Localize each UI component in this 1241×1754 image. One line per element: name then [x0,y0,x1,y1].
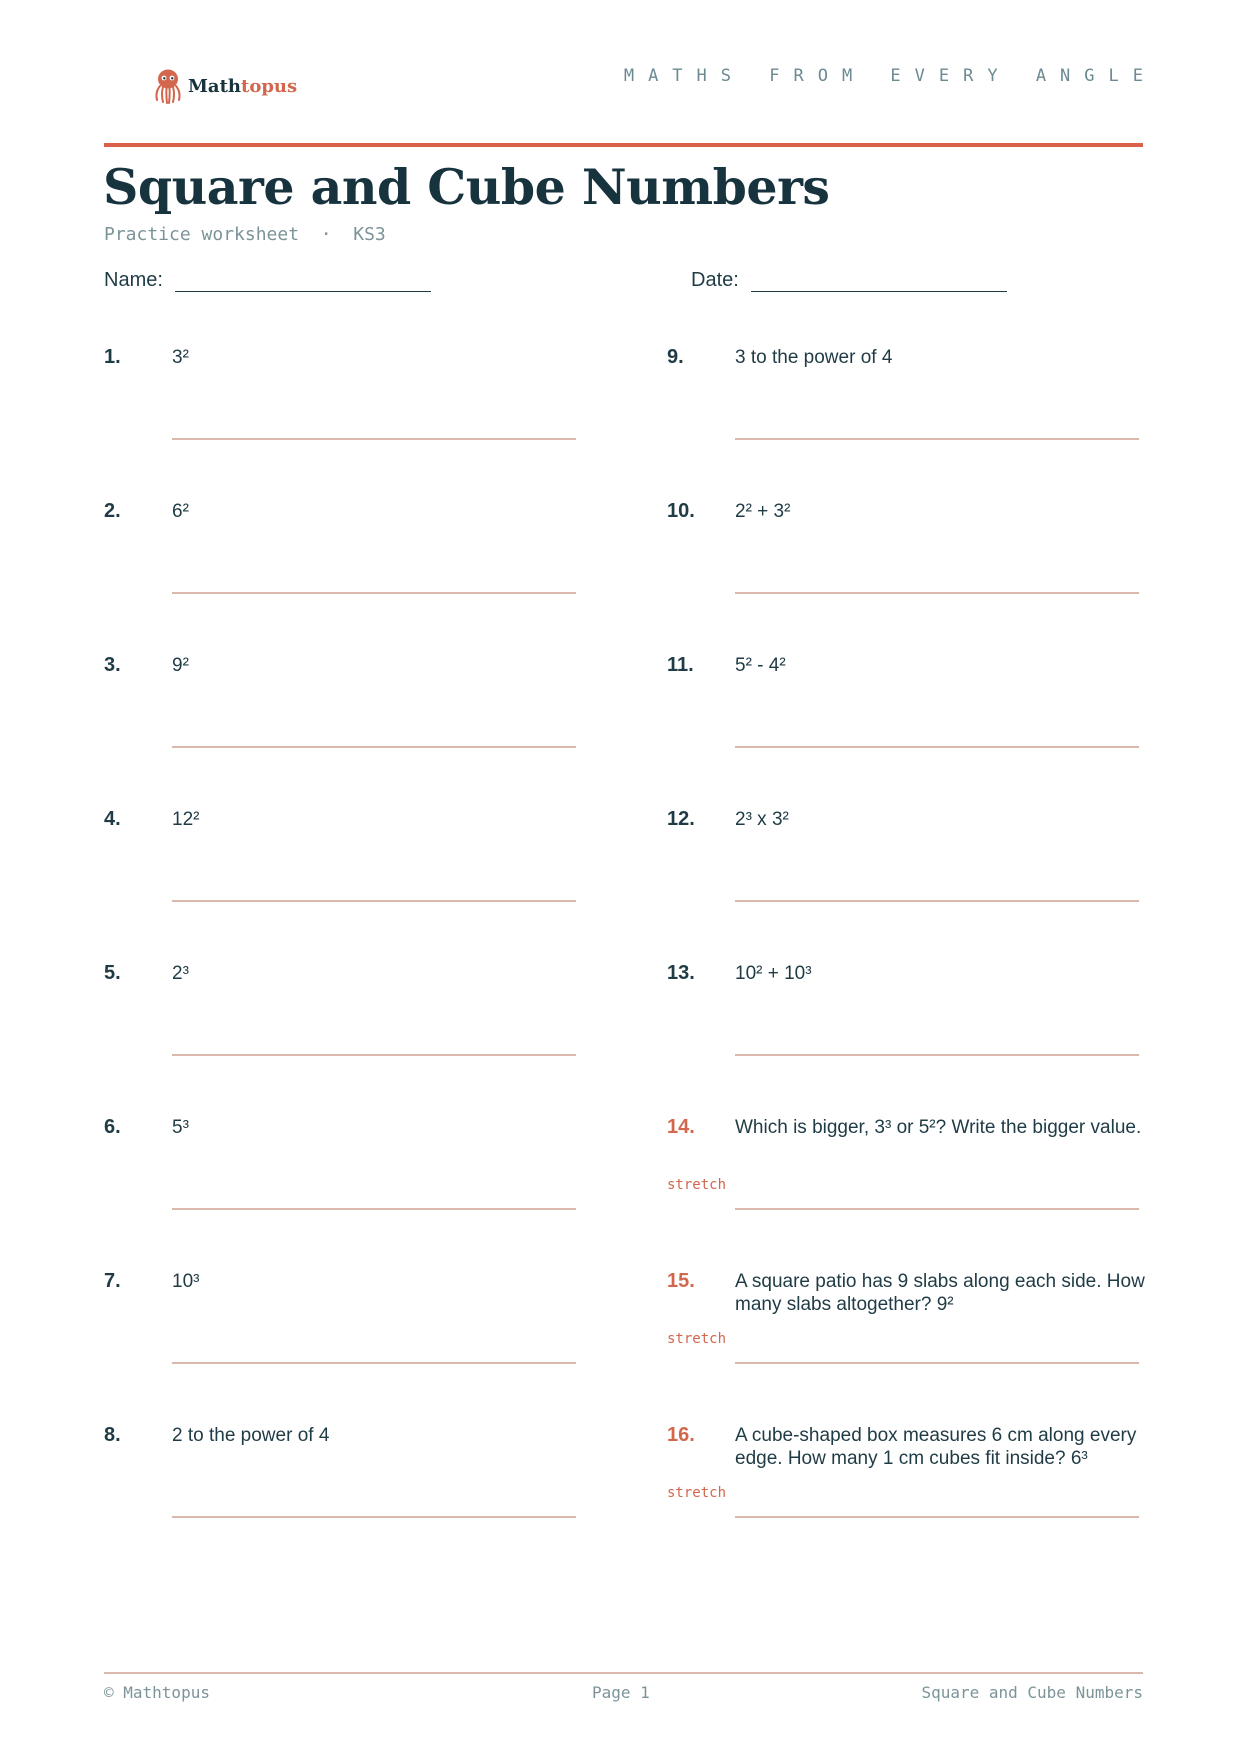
question-item [104,1270,624,1390]
question-item [104,1116,624,1236]
worksheet-subtitle: Practice worksheet · KS3 [104,224,386,245]
question-number: 11. [667,654,694,676]
header-divider [104,143,1143,147]
question-text: A cube-shaped box measures 6 cm along every edge. How many 1 cm cubes fit inside? 6³ [735,1425,1137,1469]
question-text: A square patio has 9 slabs along each side. How many slabs altogether? 9² [735,1271,1145,1315]
answer-line[interactable] [735,1362,1139,1364]
date-blank[interactable] [751,273,1007,292]
name-blank[interactable] [175,273,431,292]
question-text: 3² [172,347,189,368]
question-item [667,1424,1187,1544]
question-number: 13. [667,962,695,984]
octopus-icon [152,68,184,104]
answer-line[interactable] [172,1054,576,1056]
answer-line[interactable] [172,1208,576,1210]
answer-line[interactable] [172,900,576,902]
answer-line[interactable] [172,746,576,748]
date-field[interactable] [691,269,1007,292]
question-text: 10² + 10³ [735,963,812,984]
question-number: 8. [104,1424,121,1446]
question-text: 5³ [172,1117,189,1138]
question-number: 12. [667,808,695,830]
question-text: 2² + 3² [735,501,791,522]
question-item [104,346,624,466]
brand-name-part1: Math [188,75,241,97]
question-number: 15. [667,1270,695,1292]
question-text: 3 to the power of 4 [735,347,893,368]
question-text: 10³ [172,1271,200,1292]
answer-line[interactable] [172,438,576,440]
question-item [667,500,1187,620]
question-text: 6² [172,501,189,522]
stretch-tag: stretch [667,1331,727,1347]
brand-logo [152,68,297,104]
question-item [104,654,624,774]
question-number: 5. [104,962,121,984]
answer-line[interactable] [172,1362,576,1364]
stretch-tag: stretch [667,1177,727,1193]
footer-copyright: © Mathtopus [104,1683,210,1702]
question-number: 2. [104,500,121,522]
question-number: 10. [667,500,695,522]
question-item [667,654,1187,774]
footer-title: Square and Cube Numbers [921,1683,1143,1702]
question-number: 6. [104,1116,121,1138]
question-text: 5² - 4² [735,655,786,676]
answer-line[interactable] [735,1208,1139,1210]
worksheet-title: Square and Cube Numbers [103,158,830,216]
question-item [104,500,624,620]
answer-line[interactable] [735,438,1139,440]
question-item [667,962,1187,1082]
brand-name [188,76,297,97]
answer-line[interactable] [735,1054,1139,1056]
footer-page-number: Page 1 [592,1683,650,1702]
question-number: 16. [667,1424,695,1446]
question-text: Which is bigger, 3³ or 5²? Write the bigger value. [735,1117,1142,1138]
question-text: 2 to the power of 4 [172,1425,330,1446]
footer-divider [104,1672,1143,1674]
question-item [104,808,624,928]
name-field[interactable] [104,269,431,292]
question-text: 9² [172,655,189,676]
answer-line[interactable] [735,900,1139,902]
answer-line[interactable] [735,1516,1139,1518]
question-number: 4. [104,808,121,830]
question-number: 1. [104,346,121,368]
question-item [104,1424,624,1544]
date-label: Date: [691,269,739,291]
question-text: 2³ x 3² [735,809,789,830]
stretch-tag: stretch [667,1485,727,1501]
answer-line[interactable] [172,1516,576,1518]
answer-line[interactable] [735,746,1139,748]
question-item [667,808,1187,928]
question-number: 14. [667,1116,695,1138]
question-item [667,346,1187,466]
brand-tagline: MATHS FROM EVERY ANGLE [623,66,1157,86]
answer-line[interactable] [172,592,576,594]
question-text: 2³ [172,963,189,984]
answer-line[interactable] [735,592,1139,594]
question-number: 3. [104,654,121,676]
question-item [667,1116,1187,1236]
name-label: Name: [104,269,163,291]
question-item [667,1270,1187,1390]
question-text: 12² [172,809,200,830]
question-item [104,962,624,1082]
question-number: 9. [667,346,684,368]
question-number: 7. [104,1270,121,1292]
brand-name-part2: topus [241,75,298,97]
